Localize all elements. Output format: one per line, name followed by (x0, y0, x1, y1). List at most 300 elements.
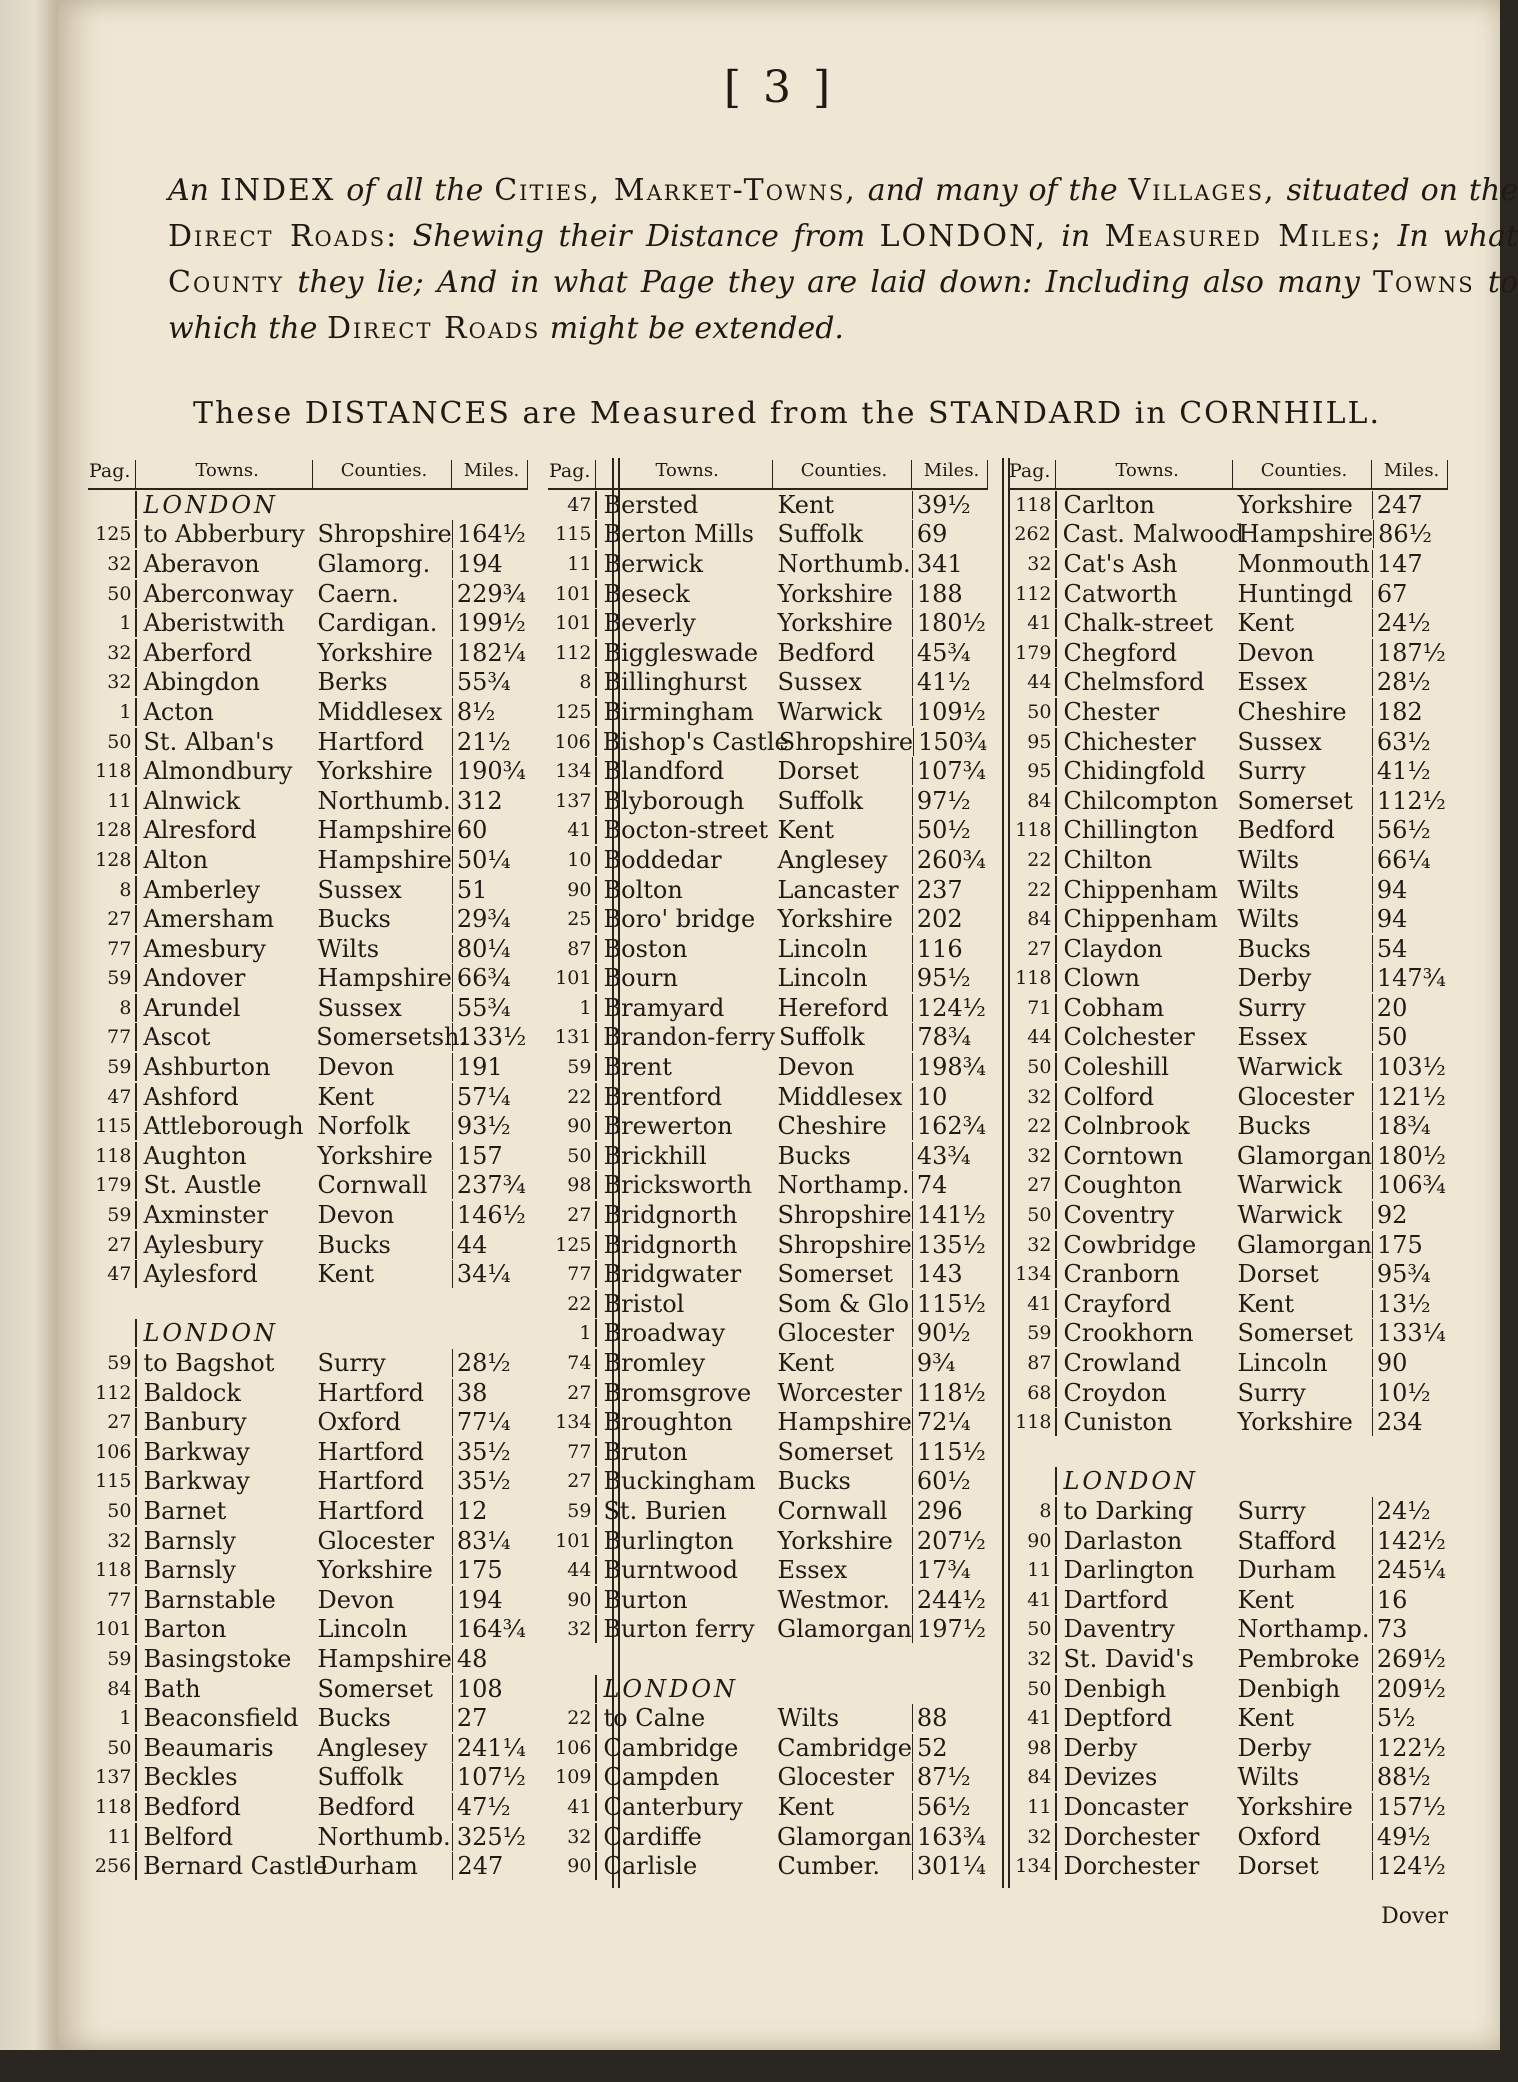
book-binding-edge (0, 0, 58, 2082)
index-row (88, 1496, 528, 1526)
index-row (88, 1407, 528, 1437)
town-name: Attleborough (135, 1112, 313, 1140)
town-name: Buckingham (595, 1467, 773, 1495)
county-name: Glocester (317, 1526, 435, 1555)
county-name: Worcester (777, 1378, 902, 1407)
index-row (1008, 845, 1448, 875)
index-row (548, 549, 988, 579)
county-name: Hartford (317, 1378, 424, 1407)
town-name: Blyborough (595, 787, 773, 815)
index-row (548, 1023, 988, 1053)
town-name: Aylesford (135, 1260, 313, 1288)
index-row (88, 1467, 528, 1497)
county-name: Suffolk (777, 786, 864, 815)
town-name: Chidingfold (1055, 757, 1233, 785)
town-name: Biggleswade (595, 639, 773, 667)
town-name: St. Alban's (135, 728, 313, 756)
page-ref: 22 (567, 1085, 592, 1108)
index-row (548, 1200, 988, 1230)
index-row (88, 816, 528, 846)
miles-value: 191 (452, 1053, 528, 1081)
index-row (1008, 1822, 1448, 1852)
county-name: Sussex (777, 668, 862, 697)
county-name: Wilts (777, 1704, 840, 1733)
miles-value: 209½ (1372, 1675, 1448, 1703)
page-ref: 87 (1027, 1352, 1052, 1375)
miles-value: 80¼ (452, 935, 528, 963)
county-name: Berks (317, 668, 388, 697)
page-ref: 112 (95, 1381, 132, 1404)
town-name: Ascot (135, 1023, 312, 1051)
town-name: Bishop's Castle (595, 728, 775, 756)
index-row (1008, 579, 1448, 609)
county-name: Hereford (777, 993, 889, 1022)
town-name: Chillington (1055, 816, 1233, 844)
town-name: Coughton (1055, 1171, 1233, 1199)
miles-value: 38 (452, 1379, 528, 1407)
town-name: Crayford (1055, 1290, 1233, 1318)
miles-value: 66¾ (452, 964, 528, 992)
town-name: Cat's Ash (1055, 550, 1233, 578)
page-ref: 32 (567, 1618, 592, 1641)
index-row (548, 1259, 988, 1289)
town-name: Beckles (135, 1763, 313, 1791)
county-name: Shropshire (317, 520, 452, 549)
county-name: Bucks (317, 1230, 391, 1259)
county-name: Bedford (1237, 816, 1335, 845)
index-row (88, 845, 528, 875)
page-ref: 27 (567, 1381, 592, 1404)
index-row (88, 1171, 528, 1201)
miles-value: 88 (912, 1704, 988, 1732)
index-row (548, 1319, 988, 1349)
miles-value: 325½ (452, 1823, 528, 1851)
miles-value: 48 (452, 1645, 528, 1673)
page-ref: 50 (107, 582, 132, 605)
miles-value: 60 (452, 816, 528, 844)
county-name: Dorset (1237, 1852, 1319, 1881)
index-row (548, 756, 988, 786)
town-name: Amberley (135, 876, 313, 904)
town-name: Chalk-street (1055, 609, 1233, 637)
index-row (548, 1851, 988, 1881)
miles-value: 269½ (1372, 1645, 1448, 1673)
index-row (1008, 1111, 1448, 1141)
page-ref: 8 (119, 878, 132, 901)
page-ref: 118 (1015, 1411, 1052, 1434)
index-row (1008, 934, 1448, 964)
page-ref: 32 (107, 671, 132, 694)
county-name: Yorkshire (777, 579, 893, 608)
page-ref: 68 (1027, 1381, 1052, 1404)
town-name: Bridgwater (595, 1260, 773, 1288)
index-row (548, 727, 988, 757)
county-name: Kent (1237, 1289, 1295, 1318)
index-row (88, 1230, 528, 1260)
index-row (88, 934, 528, 964)
county-name: Monmouth (1237, 549, 1370, 578)
header-counties: Counties. (1233, 460, 1372, 488)
index-row (1008, 1526, 1448, 1556)
miles-value: 115½ (912, 1438, 988, 1466)
index-row (548, 1111, 988, 1141)
town-name: Cranborn (1055, 1260, 1233, 1288)
page-ref: 95 (1027, 730, 1052, 753)
index-row (1008, 638, 1448, 668)
miles-value: 8½ (452, 698, 528, 726)
miles-value: 112½ (1372, 787, 1448, 815)
town-name: Amesbury (135, 935, 313, 963)
town-name: Belford (135, 1823, 313, 1851)
header-miles: Miles. (1372, 460, 1448, 488)
index-row (88, 1437, 528, 1467)
index-row (548, 520, 988, 550)
page-ref: 59 (107, 967, 132, 990)
page-ref: 59 (567, 1499, 592, 1522)
town-name: Burlington (595, 1527, 773, 1555)
miles-value: 187½ (1372, 639, 1448, 667)
town-name: Almondbury (135, 757, 313, 785)
index-table (88, 458, 1458, 1888)
miles-value: 182 (1372, 698, 1448, 726)
page-ref: 22 (1027, 848, 1052, 871)
page-ref: 109 (555, 1766, 592, 1789)
county-name: Yorkshire (317, 1556, 433, 1585)
miles-value: 244½ (912, 1586, 988, 1614)
county-name: Hartford (317, 1467, 424, 1496)
town-name: Acton (135, 698, 313, 726)
county-name: Bedford (317, 1792, 415, 1821)
page-ref: 50 (1027, 700, 1052, 723)
miles-value: 234 (1372, 1408, 1448, 1436)
county-name: Yorkshire (317, 638, 433, 667)
miles-value: 247 (1372, 491, 1448, 519)
town-name: Chegford (1055, 639, 1233, 667)
page-ref: 27 (107, 908, 132, 931)
page-ref: 47 (107, 1085, 132, 1108)
page-ref: 118 (95, 760, 132, 783)
index-row (1008, 1259, 1448, 1289)
index-row (548, 1467, 988, 1497)
miles-value: 175 (452, 1556, 528, 1584)
page-ref: 77 (107, 1588, 132, 1611)
miles-value: 51 (452, 876, 528, 904)
miles-value: 135½ (912, 1231, 988, 1259)
county-name: Yorkshire (777, 905, 893, 934)
page-ref: 134 (1015, 1263, 1052, 1286)
miles-value: 92 (1372, 1201, 1448, 1229)
index-row (548, 697, 988, 727)
town-name: to Darking (1055, 1497, 1233, 1525)
miles-value: 50 (1372, 1023, 1448, 1051)
index-row (1008, 1733, 1448, 1763)
county-name: Yorkshire (317, 1141, 433, 1170)
miles-value: 83¼ (452, 1527, 528, 1555)
page-ref: 84 (1027, 1766, 1052, 1789)
miles-value: 39½ (912, 491, 988, 519)
county-name: Dorset (1237, 1260, 1319, 1289)
index-row (548, 993, 988, 1023)
county-name: Wilts (317, 934, 380, 963)
miles-value: 197½ (912, 1615, 988, 1643)
index-title: An INDEX of all the Cities, Market-Towns, and many of the Villages, situated on the Direct Roads: Shewing their Distance from LONDON, in Measured Miles; In what County they lie; And in what Page they are laid down: Including also many Towns to which the Direct Roads might be extended. (168, 173, 1518, 346)
page-ref: 128 (95, 819, 132, 842)
miles-value: 56½ (912, 1793, 988, 1821)
page-ref: 131 (554, 1026, 592, 1049)
miles-value: 28½ (452, 1349, 528, 1377)
town-name: LONDON (595, 1675, 773, 1703)
town-name: Colford (1055, 1083, 1233, 1111)
index-row (88, 1111, 528, 1141)
miles-value: 21½ (452, 728, 528, 756)
county-name: Northumb. (317, 1822, 451, 1851)
index-row (1008, 1792, 1448, 1822)
county-name: Cumber. (777, 1852, 881, 1881)
miles-value: 141½ (912, 1201, 988, 1229)
county-name: Sussex (1237, 727, 1322, 756)
county-name: Wilts (1237, 1763, 1300, 1792)
index-column-3 (1008, 458, 1448, 1888)
index-row (548, 1733, 988, 1763)
page-ref: 8 (1039, 1499, 1052, 1522)
index-row (1008, 786, 1448, 816)
miles-value: 88½ (1372, 1763, 1448, 1791)
county-name: Surry (1237, 1496, 1306, 1525)
town-name: Baldock (135, 1379, 313, 1407)
index-row (88, 1644, 528, 1674)
page-ref: 98 (1027, 1736, 1052, 1759)
town-name: Cobham (1055, 994, 1233, 1022)
page-ref: 125 (95, 523, 132, 546)
county-name: Wilts (1237, 845, 1300, 874)
county-name: Durham (1237, 1556, 1337, 1585)
page-ref: 128 (95, 848, 132, 871)
page-ref: 32 (567, 1825, 592, 1848)
index-row (548, 786, 988, 816)
index-row (88, 1052, 528, 1082)
index-row (548, 1171, 988, 1201)
index-row (548, 1289, 988, 1319)
town-name: LONDON (135, 1319, 313, 1347)
miles-value: 50¼ (452, 846, 528, 874)
page-ref: 41 (567, 1795, 592, 1818)
county-name: Warwick (1237, 1201, 1343, 1230)
miles-value: 237 (912, 876, 988, 904)
index-row (88, 1703, 528, 1733)
page-ref: 59 (107, 1352, 132, 1375)
scan-bottom-edge (0, 2050, 1500, 2082)
county-name: Lincoln (777, 964, 868, 993)
county-name: Glocester (777, 1763, 895, 1792)
miles-value: 94 (1372, 876, 1448, 904)
miles-value: 202 (912, 905, 988, 933)
county-name: Cheshire (777, 1112, 887, 1141)
page-ref: 101 (555, 967, 592, 990)
miles-value: 57¼ (452, 1083, 528, 1111)
county-name: Devon (317, 1201, 395, 1230)
index-row (1008, 1319, 1448, 1349)
miles-value: 10½ (1372, 1379, 1448, 1407)
town-name: Deptford (1055, 1704, 1233, 1732)
header-towns: Towns. (1056, 460, 1233, 488)
index-row (1008, 1052, 1448, 1082)
page-ref: 106 (95, 1440, 132, 1463)
town-name: Bramyard (595, 994, 773, 1022)
town-name: Aylesbury (135, 1231, 313, 1259)
index-row (88, 1674, 528, 1704)
town-name: Bromsgrove (595, 1379, 773, 1407)
miles-value: 45¾ (912, 639, 988, 667)
town-name: Boro' bridge (595, 905, 773, 933)
miles-value: 175 (1372, 1231, 1448, 1259)
county-name: Kent (317, 1082, 375, 1111)
miles-value: 52 (912, 1734, 988, 1762)
index-row (1008, 1200, 1448, 1230)
index-row (1008, 1763, 1448, 1793)
miles-value: 245¼ (1372, 1556, 1448, 1584)
county-name: Somerset (1237, 786, 1353, 815)
index-row (88, 786, 528, 816)
county-name: Norfolk (317, 1112, 410, 1141)
page-ref: 32 (1027, 1233, 1052, 1256)
page-ref: 256 (94, 1855, 132, 1878)
miles-value: 107½ (452, 1763, 528, 1791)
town-name: Cambridge (595, 1734, 773, 1762)
page-ref: 41 (1027, 1588, 1052, 1611)
county-name: Huntingd (1237, 579, 1353, 608)
miles-value: 24½ (1372, 1497, 1448, 1525)
page-ref: 22 (1027, 878, 1052, 901)
section-heading (1008, 1467, 1448, 1497)
section-heading (88, 490, 528, 520)
town-name: Coventry (1055, 1201, 1233, 1229)
miles-value: 72¼ (912, 1408, 988, 1436)
town-name: Bernard Castle (135, 1852, 315, 1880)
index-row (88, 579, 528, 609)
miles-value: 188 (912, 580, 988, 608)
page-ref: 101 (555, 582, 592, 605)
county-name: Kent (317, 1260, 375, 1289)
town-name: Denbigh (1055, 1675, 1233, 1703)
miles-value: 41½ (1372, 757, 1448, 785)
page-ref: 41 (1027, 1292, 1052, 1315)
index-row (548, 1437, 988, 1467)
miles-value: 198¾ (912, 1053, 988, 1081)
page-ref: 41 (567, 819, 592, 842)
county-name: Lincoln (1237, 1349, 1328, 1378)
index-row (1008, 727, 1448, 757)
index-row (1008, 1141, 1448, 1171)
page-ref: 106 (555, 1736, 592, 1759)
page-ref: 27 (1027, 937, 1052, 960)
miles-value: 77¼ (452, 1408, 528, 1436)
index-row (548, 1792, 988, 1822)
miles-value: 207½ (912, 1527, 988, 1555)
miles-value: 142½ (1372, 1527, 1448, 1555)
county-name: Oxford (317, 1408, 401, 1437)
town-name: Chippenham (1055, 905, 1233, 933)
page-ref: 27 (107, 1411, 132, 1434)
index-row (1008, 1407, 1448, 1437)
index-row (548, 1230, 988, 1260)
town-name: Daventry (1055, 1615, 1233, 1643)
miles-value: 24½ (1372, 609, 1448, 637)
page-ref: 25 (567, 908, 592, 931)
town-name: Bruton (595, 1438, 773, 1466)
town-name: Brickhill (595, 1142, 773, 1170)
page-ref: 137 (95, 1766, 132, 1789)
town-name: Bolton (595, 876, 773, 904)
index-row (548, 1763, 988, 1793)
town-name: Crookhorn (1055, 1319, 1233, 1347)
town-name: Chester (1055, 698, 1233, 726)
county-name: Cambridge (777, 1733, 912, 1762)
town-name: Amersham (135, 905, 313, 933)
page-ref: 59 (107, 1204, 132, 1227)
town-name: Boston (595, 935, 773, 963)
county-name: Hartford (317, 727, 424, 756)
town-name: Andover (135, 964, 313, 992)
county-name: Wilts (1237, 905, 1300, 934)
index-row (88, 727, 528, 757)
county-name: Bedford (777, 638, 875, 667)
county-name: Yorkshire (1237, 1408, 1353, 1437)
index-row (88, 1526, 528, 1556)
miles-value: 247 (452, 1852, 528, 1880)
town-name: Bedford (135, 1793, 313, 1821)
county-name: Derby (1237, 964, 1312, 993)
miles-value: 122½ (1372, 1734, 1448, 1762)
town-name: Bourn (595, 964, 773, 992)
index-row (1008, 964, 1448, 994)
page-ref: 77 (107, 937, 132, 960)
town-name: Darlaston (1055, 1527, 1233, 1555)
page-ref: 115 (555, 523, 592, 546)
county-name: Wilts (1237, 875, 1300, 904)
town-name: Bath (135, 1675, 313, 1703)
page-ref: 32 (107, 641, 132, 664)
county-name: Anglesey (777, 845, 888, 874)
town-name: Chichester (1055, 728, 1233, 756)
page-ref: 87 (567, 937, 592, 960)
index-row (1008, 608, 1448, 638)
town-name: Alresford (135, 816, 313, 844)
town-name: St. Austle (135, 1171, 313, 1199)
county-name: Glocester (777, 1319, 895, 1348)
miles-value: 18¾ (1372, 1112, 1448, 1140)
page-ref: 262 (1014, 523, 1051, 546)
county-name: Cheshire (1237, 697, 1347, 726)
county-name: Glamorgan (777, 1615, 912, 1644)
county-name: Shropshire (777, 1230, 912, 1259)
index-row (548, 1615, 988, 1645)
miles-value: 95½ (912, 964, 988, 992)
section-heading (548, 1674, 988, 1704)
page-ref: 1 (119, 700, 132, 723)
page-ref: 50 (1027, 1677, 1052, 1700)
header-pag: Pag. (88, 460, 136, 488)
page-ref: 125 (555, 1233, 592, 1256)
index-row (548, 1348, 988, 1378)
county-name: Somerset (777, 1260, 893, 1289)
page-ref: 101 (555, 612, 592, 635)
miles-value: 63½ (1372, 728, 1448, 756)
town-name: Billinghurst (595, 668, 773, 696)
town-name: Barnstable (135, 1586, 313, 1614)
county-name: Kent (1237, 609, 1295, 638)
town-name: Beaumaris (135, 1734, 313, 1762)
page-ref: 101 (555, 1529, 592, 1552)
